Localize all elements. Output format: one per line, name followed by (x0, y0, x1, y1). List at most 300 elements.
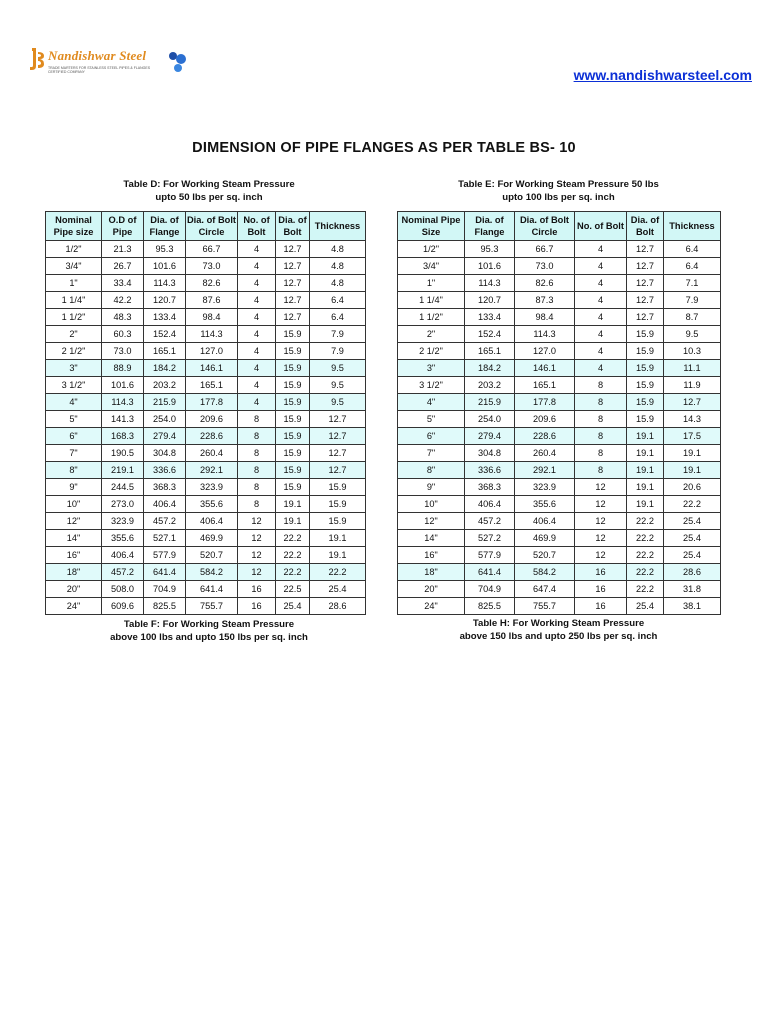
column-header: No. of Bolt (575, 212, 627, 241)
table-cell: 203.2 (465, 377, 515, 394)
table-cell: 8" (398, 462, 465, 479)
table-cell: 12 (575, 547, 627, 564)
table-cell: 292.1 (515, 462, 575, 479)
nandishwar-logo-icon (28, 46, 46, 72)
table-cell: 520.7 (515, 547, 575, 564)
table-cell: 260.4 (515, 445, 575, 462)
table-cell: 641.4 (186, 581, 238, 598)
table-e-caption-line2: upto 100 lbs per sq. inch (502, 192, 615, 203)
table-row (398, 292, 721, 309)
table-row (46, 360, 366, 377)
table-f-caption-line1: Table F: For Working Steam Pressure (123, 619, 295, 630)
table-row (398, 343, 721, 360)
table-cell: 406.4 (186, 513, 238, 530)
table-cell: 406.4 (515, 513, 575, 530)
table-cell: 4 (238, 394, 276, 411)
table-cell: 42.2 (102, 292, 144, 309)
table-cell: 6.4 (664, 258, 721, 275)
table-cell: 12" (398, 513, 465, 530)
table-cell: 203.2 (144, 377, 186, 394)
table-cell: 8 (238, 411, 276, 428)
table-cell: 2" (46, 326, 102, 343)
table-cell: 4 (238, 309, 276, 326)
website-link[interactable]: www.nandishwarsteel.com (573, 67, 752, 83)
table-cell: 9.5 (664, 326, 721, 343)
table-cell: 12.7 (276, 258, 310, 275)
column-header: Dia. of Bolt Circle (186, 212, 238, 241)
table-cell: 6" (398, 428, 465, 445)
column-header: Dia. of Flange (144, 212, 186, 241)
table-cell: 25.4 (664, 547, 721, 564)
table-row (46, 309, 366, 326)
table-cell: 168.3 (102, 428, 144, 445)
table-cell: 152.4 (465, 326, 515, 343)
table-row (398, 411, 721, 428)
table-cell: 4 (238, 258, 276, 275)
table-row (398, 513, 721, 530)
column-header: Dia. of Bolt Circle (515, 212, 575, 241)
table-cell: 8 (575, 428, 627, 445)
table-cell: 5" (46, 411, 102, 428)
table-cell: 28.6 (664, 564, 721, 581)
table-cell: 8 (575, 411, 627, 428)
table-cell: 19.1 (627, 462, 664, 479)
table-cell: 641.4 (144, 564, 186, 581)
table-cell: 15.9 (627, 411, 664, 428)
table-cell: 2 1/2" (398, 343, 465, 360)
table-cell: 4 (238, 326, 276, 343)
table-row (398, 360, 721, 377)
table-row (398, 564, 721, 581)
table-cell: 87.6 (186, 292, 238, 309)
table-cell: 9.5 (310, 394, 366, 411)
table-cell: 12.7 (276, 292, 310, 309)
table-cell: 304.8 (465, 445, 515, 462)
table-cell: 7.9 (310, 326, 366, 343)
table-cell: 19.1 (664, 462, 721, 479)
column-header: Dia. of Flange (465, 212, 515, 241)
table-d-header-row (46, 212, 366, 241)
table-cell: 7.1 (664, 275, 721, 292)
table-cell: 95.3 (465, 241, 515, 258)
table-cell: 73.0 (515, 258, 575, 275)
table-cell: 177.8 (515, 394, 575, 411)
table-cell: 8 (575, 445, 627, 462)
table-cell: 16" (398, 547, 465, 564)
table-cell: 15.9 (310, 496, 366, 513)
table-cell: 8 (238, 479, 276, 496)
table-cell: 457.2 (465, 513, 515, 530)
table-cell: 10.3 (664, 343, 721, 360)
table-row (46, 496, 366, 513)
table-cell: 15.9 (276, 428, 310, 445)
table-row (46, 258, 366, 275)
table-row (398, 581, 721, 598)
table-cell: 254.0 (144, 411, 186, 428)
table-cell: 4" (398, 394, 465, 411)
table-cell: 98.4 (186, 309, 238, 326)
table-cell: 215.9 (465, 394, 515, 411)
table-cell: 292.1 (186, 462, 238, 479)
table-cell: 4 (575, 360, 627, 377)
table-cell: 184.2 (465, 360, 515, 377)
table-cell: 4 (575, 343, 627, 360)
table-cell: 15.9 (627, 394, 664, 411)
table-cell: 1 1/2" (46, 309, 102, 326)
table-cell: 9" (398, 479, 465, 496)
table-cell: 22.2 (276, 547, 310, 564)
table-cell: 323.9 (102, 513, 144, 530)
table-cell: 3 1/2" (398, 377, 465, 394)
table-cell: 114.3 (186, 326, 238, 343)
table-cell: 1 1/4" (46, 292, 102, 309)
table-cell: 4 (238, 343, 276, 360)
table-cell: 8 (575, 377, 627, 394)
table-cell: 101.6 (102, 377, 144, 394)
table-cell: 1" (46, 275, 102, 292)
table-cell: 82.6 (515, 275, 575, 292)
table-row (398, 394, 721, 411)
table-cell: 6.4 (310, 292, 366, 309)
column-header: Nominal Pipe Size (398, 212, 465, 241)
table-cell: 22.2 (276, 530, 310, 547)
table-cell: 120.7 (144, 292, 186, 309)
table-f-caption-line2: above 100 lbs and upto 150 lbs per sq. inch (110, 632, 308, 643)
table-row (46, 411, 366, 428)
table-cell: 15.9 (310, 513, 366, 530)
table-cell: 38.1 (664, 598, 721, 615)
table-cell: 12" (46, 513, 102, 530)
table-cell: 101.6 (144, 258, 186, 275)
table-cell: 16 (575, 564, 627, 581)
table-cell: 4 (238, 360, 276, 377)
table-cell: 4 (575, 258, 627, 275)
table-cell: 12.7 (627, 275, 664, 292)
table-cell: 16 (238, 581, 276, 598)
table-cell: 209.6 (186, 411, 238, 428)
table-cell: 260.4 (186, 445, 238, 462)
table-cell: 469.9 (186, 530, 238, 547)
table-cell: 22.2 (627, 581, 664, 598)
table-cell: 133.4 (144, 309, 186, 326)
table-cell: 19.1 (310, 530, 366, 547)
table-cell: 12.7 (276, 275, 310, 292)
table-cell: 304.8 (144, 445, 186, 462)
table-cell: 527.2 (465, 530, 515, 547)
table-cell: 17.5 (664, 428, 721, 445)
table-cell: 7" (398, 445, 465, 462)
table-f-caption (45, 618, 373, 644)
table-cell: 355.6 (515, 496, 575, 513)
table-cell: 7" (46, 445, 102, 462)
column-header: O.D of Pipe (102, 212, 144, 241)
table-cell: 4 (575, 309, 627, 326)
table-cell: 28.6 (310, 598, 366, 615)
table-d-caption-line1: Table D: For Working Steam Pressure (123, 179, 295, 190)
table-cell: 1/2" (398, 241, 465, 258)
table-cell: 15.9 (627, 343, 664, 360)
table-row (398, 241, 721, 258)
table-cell: 19.1 (664, 445, 721, 462)
table-row (46, 581, 366, 598)
table-cell: 146.1 (515, 360, 575, 377)
table-row (398, 479, 721, 496)
table-cell: 16 (575, 598, 627, 615)
table-row (398, 547, 721, 564)
table-cell: 14.3 (664, 411, 721, 428)
table-cell: 8" (46, 462, 102, 479)
brand-name: Nandishwar Steel (48, 48, 147, 63)
table-row (398, 530, 721, 547)
table-row (46, 377, 366, 394)
table-cell: 8 (238, 428, 276, 445)
table-cell: 12 (575, 479, 627, 496)
table-cell: 190.5 (102, 445, 144, 462)
table-cell: 228.6 (186, 428, 238, 445)
table-row (398, 445, 721, 462)
table-row (398, 258, 721, 275)
table-cell: 11.9 (664, 377, 721, 394)
table-cell: 4 (238, 377, 276, 394)
table-cell: 9.5 (310, 377, 366, 394)
table-cell: 577.9 (144, 547, 186, 564)
table-cell: 127.0 (515, 343, 575, 360)
column-header: Nominal Pipe size (46, 212, 102, 241)
table-row (46, 598, 366, 615)
table-cell: 609.6 (102, 598, 144, 615)
table-cell: 12 (238, 547, 276, 564)
table-cell: 66.7 (186, 241, 238, 258)
table-cell: 146.1 (186, 360, 238, 377)
table-cell: 6.4 (310, 309, 366, 326)
table-cell: 22.2 (664, 496, 721, 513)
table-cell: 12.7 (627, 309, 664, 326)
table-row (398, 462, 721, 479)
table-cell: 244.5 (102, 479, 144, 496)
table-cell: 8 (238, 462, 276, 479)
table-cell: 406.4 (465, 496, 515, 513)
table-cell: 22.2 (276, 564, 310, 581)
table-cell: 1 1/4" (398, 292, 465, 309)
table-cell: 19.1 (310, 547, 366, 564)
table-cell: 4.8 (310, 258, 366, 275)
table-row (46, 343, 366, 360)
table-cell: 457.2 (102, 564, 144, 581)
table-cell: 4 (575, 326, 627, 343)
table-cell: 15.9 (276, 462, 310, 479)
table-cell: 527.1 (144, 530, 186, 547)
table-cell: 14" (46, 530, 102, 547)
table-cell: 73.0 (102, 343, 144, 360)
table-cell: 12 (238, 530, 276, 547)
table-cell: 22.2 (627, 547, 664, 564)
table-cell: 4 (575, 275, 627, 292)
table-cell: 219.1 (102, 462, 144, 479)
table-cell: 323.9 (186, 479, 238, 496)
table-cell: 825.5 (144, 598, 186, 615)
table-cell: 33.4 (102, 275, 144, 292)
table-cell: 457.2 (144, 513, 186, 530)
table-row (46, 513, 366, 530)
table-cell: 368.3 (144, 479, 186, 496)
table-cell: 12.7 (627, 241, 664, 258)
page-title: DIMENSION OF PIPE FLANGES AS PER TABLE BS- 10 (192, 140, 576, 156)
table-cell: 12.7 (627, 258, 664, 275)
table-cell: 355.6 (186, 496, 238, 513)
table-cell: 15.9 (276, 360, 310, 377)
table-cell: 95.3 (144, 241, 186, 258)
table-cell: 323.9 (515, 479, 575, 496)
table-cell: 215.9 (144, 394, 186, 411)
table-cell: 15.9 (276, 326, 310, 343)
certification-badges-icon (164, 50, 188, 74)
table-cell: 88.9 (102, 360, 144, 377)
table-cell: 4.8 (310, 275, 366, 292)
table-cell: 4" (46, 394, 102, 411)
brand-tagline: TRADE MARTERS FOR STAINLESS STEEL PIPES & FLANGES CERTIFIED COMPANY (48, 66, 151, 74)
table-cell: 577.9 (465, 547, 515, 564)
table-cell: 406.4 (144, 496, 186, 513)
table-cell: 12.7 (310, 445, 366, 462)
table-row (46, 479, 366, 496)
table-cell: 10" (398, 496, 465, 513)
table-cell: 19.1 (627, 479, 664, 496)
table-cell: 5" (398, 411, 465, 428)
table-cell: 755.7 (186, 598, 238, 615)
table-cell: 508.0 (102, 581, 144, 598)
table-cell: 704.9 (465, 581, 515, 598)
table-cell: 114.3 (144, 275, 186, 292)
table-cell: 15.9 (276, 343, 310, 360)
table-h-caption-line1: Table H: For Working Steam Pressure (472, 618, 645, 629)
table-cell: 12 (575, 496, 627, 513)
table-cell: 48.3 (102, 309, 144, 326)
column-header: Thickness (664, 212, 721, 241)
table-cell: 73.0 (186, 258, 238, 275)
table-cell: 12.7 (310, 462, 366, 479)
table-cell: 3 1/2" (46, 377, 102, 394)
table-row (46, 462, 366, 479)
table-cell: 15.9 (276, 445, 310, 462)
company-logo (28, 44, 188, 88)
table-cell: 2 1/2" (46, 343, 102, 360)
table-cell: 114.3 (465, 275, 515, 292)
table-cell: 120.7 (465, 292, 515, 309)
table-cell: 165.1 (465, 343, 515, 360)
table-cell: 127.0 (186, 343, 238, 360)
table-cell: 22.2 (627, 530, 664, 547)
table-row (46, 564, 366, 581)
table-cell: 254.0 (465, 411, 515, 428)
table-row (46, 275, 366, 292)
table-cell: 228.6 (515, 428, 575, 445)
table-cell: 25.4 (664, 513, 721, 530)
table-cell: 9.5 (310, 360, 366, 377)
table-row (46, 445, 366, 462)
table-cell: 368.3 (465, 479, 515, 496)
table-cell: 11.1 (664, 360, 721, 377)
table-cell: 3/4" (398, 258, 465, 275)
table-cell: 4 (238, 275, 276, 292)
table-cell: 8.7 (664, 309, 721, 326)
table-cell: 12.7 (310, 428, 366, 445)
table-d-caption (45, 178, 373, 204)
table-cell: 20" (46, 581, 102, 598)
table-cell: 3/4" (46, 258, 102, 275)
table-cell: 165.1 (515, 377, 575, 394)
table-cell: 584.2 (186, 564, 238, 581)
table-cell: 22.5 (276, 581, 310, 598)
table-row (398, 428, 721, 445)
table-cell: 25.4 (276, 598, 310, 615)
table-cell: 647.4 (515, 581, 575, 598)
table-cell: 12 (575, 530, 627, 547)
table-cell: 4 (238, 292, 276, 309)
column-header: Dia. of Bolt (276, 212, 310, 241)
table-cell: 101.6 (465, 258, 515, 275)
table-cell: 15.9 (627, 377, 664, 394)
table-cell: 279.4 (144, 428, 186, 445)
table-cell: 406.4 (102, 547, 144, 564)
table-row (398, 326, 721, 343)
table-cell: 12 (575, 513, 627, 530)
table-cell: 273.0 (102, 496, 144, 513)
table-cell: 98.4 (515, 309, 575, 326)
table-cell: 16 (238, 598, 276, 615)
table-e-header-row (398, 212, 721, 241)
table-cell: 165.1 (144, 343, 186, 360)
table-cell: 133.4 (465, 309, 515, 326)
table-cell: 8 (575, 462, 627, 479)
column-header: Dia. of Bolt (627, 212, 664, 241)
table-cell: 825.5 (465, 598, 515, 615)
table-cell: 3" (46, 360, 102, 377)
table-cell: 177.8 (186, 394, 238, 411)
table-cell: 7.9 (310, 343, 366, 360)
table-cell: 15.9 (276, 394, 310, 411)
table-cell: 355.6 (102, 530, 144, 547)
table-cell: 15.9 (276, 377, 310, 394)
table-cell: 12.7 (664, 394, 721, 411)
table-cell: 184.2 (144, 360, 186, 377)
table-cell: 12.7 (627, 292, 664, 309)
table-cell: 25.4 (310, 581, 366, 598)
table-cell: 66.7 (515, 241, 575, 258)
table-row (398, 309, 721, 326)
table-cell: 22.2 (310, 564, 366, 581)
table-e-caption (397, 178, 720, 204)
table-row (46, 547, 366, 564)
table-cell: 60.3 (102, 326, 144, 343)
table-cell: 4.8 (310, 241, 366, 258)
table-cell: 12.7 (276, 241, 310, 258)
table-cell: 24" (398, 598, 465, 615)
table-e-caption-line1: Table E: For Working Steam Pressure 50 lbs (458, 179, 659, 190)
table-row (46, 530, 366, 547)
table-cell: 12.7 (276, 309, 310, 326)
table-cell: 1 1/2" (398, 309, 465, 326)
table-row (46, 326, 366, 343)
table-cell: 15.9 (276, 479, 310, 496)
table-cell: 12 (238, 513, 276, 530)
table-cell: 114.3 (515, 326, 575, 343)
table-cell: 31.8 (664, 581, 721, 598)
table-cell: 19.1 (627, 496, 664, 513)
table-cell: 755.7 (515, 598, 575, 615)
table-cell: 15.9 (627, 326, 664, 343)
table-cell: 14" (398, 530, 465, 547)
table-row (398, 377, 721, 394)
